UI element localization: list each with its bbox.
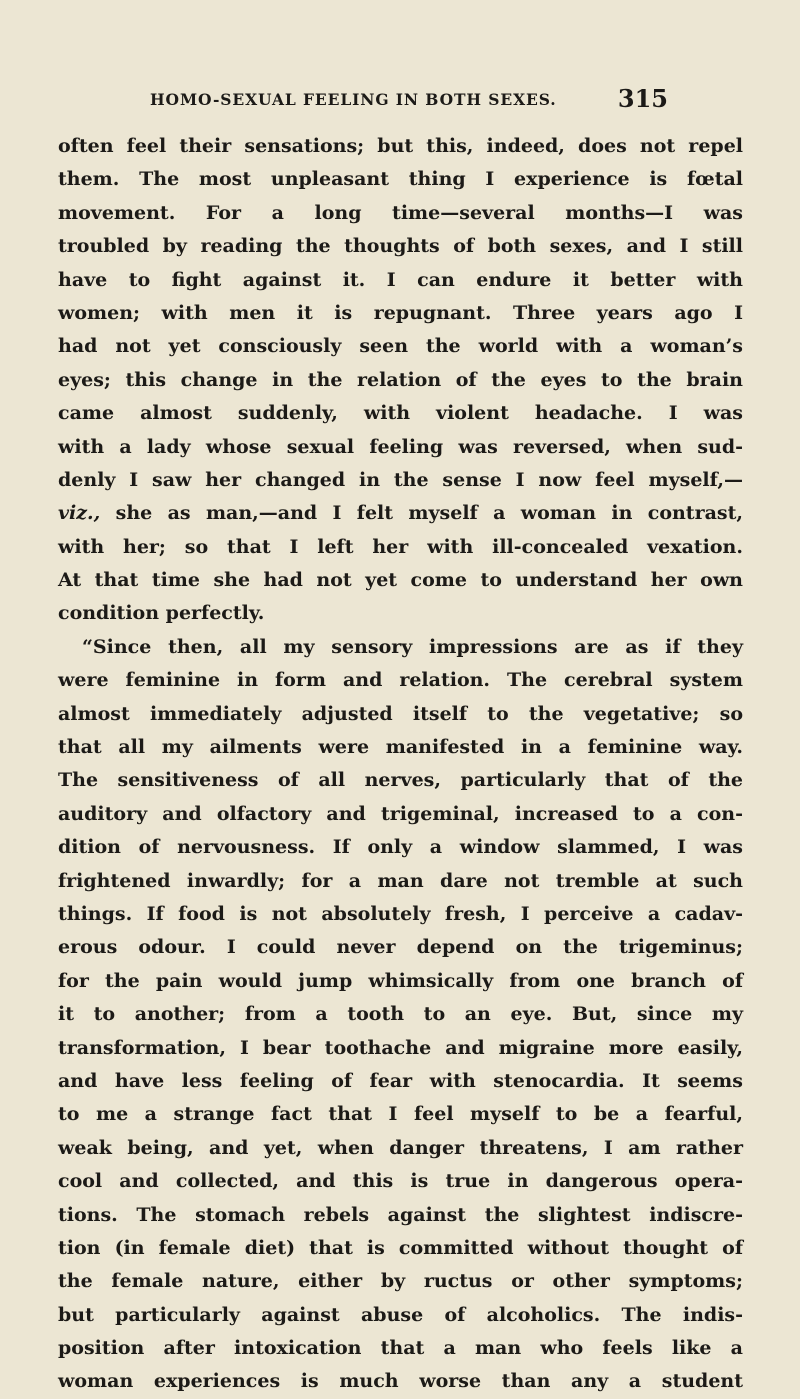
text-line: it to another; from a tooth to an eye. But, since my — [58, 1003, 743, 1026]
text-line: At that time she had not yet come to understand her own — [58, 569, 743, 592]
paragraph-first-line: “Since then, all my sensory impressions are as if they — [82, 635, 743, 658]
text-line: tions. The stomach rebels against the slightest indiscre- — [58, 1203, 743, 1226]
page-number: 315 — [617, 84, 668, 113]
text-line: that all my ailments were manifested in a feminine way. — [58, 736, 743, 759]
text-line: troubled by reading the thoughts of both sexes, and I still — [58, 235, 743, 258]
text-line: weak being, and yet, when danger threatens, I am rather — [58, 1136, 743, 1159]
running-head — [150, 84, 668, 116]
text-line: tion (in female diet) that is committed without thought of — [58, 1236, 743, 1259]
text-line: eyes; this change in the relation of the eyes to the brain — [58, 368, 743, 391]
text-line: often feel their sensations; but this, indeed, does not repel — [58, 135, 743, 157]
running-title: HOMO-SEXUAL FEELING IN BOTH SEXES. — [150, 90, 557, 109]
text-line: things. If food is not absolutely fresh, I perceive a cadav- — [58, 902, 743, 925]
text-line: were feminine in form and relation. The cerebral system — [58, 669, 743, 692]
text-line: woman experiences is much worse than any a student — [58, 1370, 743, 1393]
text-line: denly I saw her changed in the sense I now feel myself,— — [58, 468, 743, 491]
text-line: and have less feeling of fear with stenocardia. It seems — [58, 1069, 743, 1092]
text-line: cool and collected, and this is true in dangerous opera- — [58, 1170, 743, 1193]
italic-abbreviation: viz., — [58, 502, 101, 525]
text-line: almost immediately adjusted itself to the vegetative; so — [58, 702, 743, 725]
text-line: movement. For a long time—several months—I was — [58, 201, 743, 224]
text-line: erous odour. I could never depend on the trigeminus; — [58, 936, 743, 959]
text-line: had not yet consciously seen the world with a woman’s — [58, 335, 743, 358]
text-line: frightened inwardly; for a man dare not tremble at such — [58, 869, 743, 892]
text-line: viz., she as man,—and I felt myself a woman in contrast, — [58, 502, 743, 525]
text-line: with a lady whose sexual feeling was reversed, when sud- — [58, 435, 743, 458]
text-line: transformation, I bear toothache and migraine more easily, — [58, 1036, 743, 1059]
body-text — [58, 130, 743, 1399]
text-line: position after intoxication that a man who feels like a — [58, 1337, 743, 1360]
text-line: auditory and olfactory and trigeminal, increased to a con- — [58, 802, 743, 825]
text-line: women; with men it is repugnant. Three years ago I — [58, 301, 743, 324]
text-line: but particularly against abuse of alcoholics. The indis- — [58, 1303, 743, 1326]
text-line: with her; so that I left her with ill-concealed vexation. — [58, 535, 743, 558]
text-line: have to fight against it. I can endure it better with — [58, 268, 743, 291]
text-line: dition of nervousness. If only a window slammed, I was — [58, 836, 743, 859]
text-line: to me a strange fact that I feel myself to be a fearful, — [58, 1103, 743, 1126]
text-line: them. The most unpleasant thing I experience is fœtal — [58, 168, 743, 191]
text-line: the female nature, either by ructus or other symptoms; — [58, 1270, 743, 1293]
text-line: came almost suddenly, with violent headache. I was — [58, 402, 743, 425]
text-line: for the pain would jump whimsically from one branch of — [58, 969, 743, 992]
text-line: The sensitiveness of all nerves, particularly that of the — [58, 769, 743, 792]
paragraph-end-line: condition perfectly. — [58, 602, 265, 625]
